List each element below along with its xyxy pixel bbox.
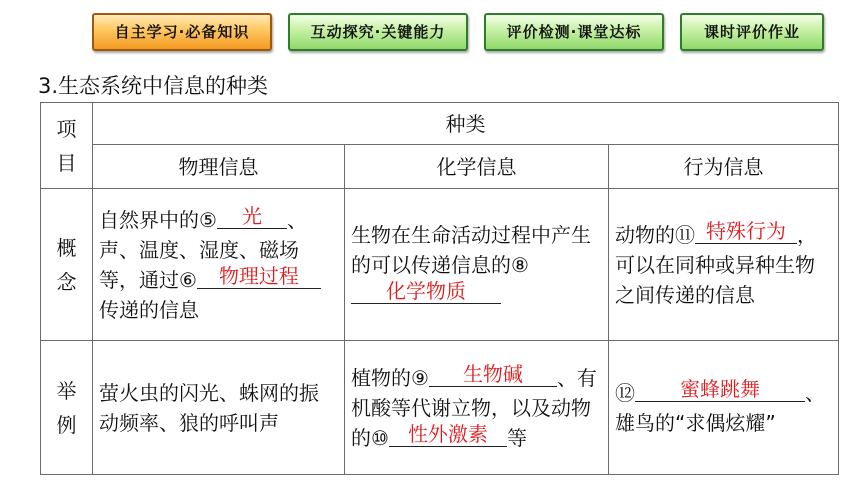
tab-interactive-inquiry[interactable]: 互动探究·关键能力 xyxy=(288,13,468,51)
cell-behavior-concept: 动物的⑪ 特殊行为 ，可以在同种或异种生物之间传递的信息 xyxy=(609,189,839,341)
answer-9: 生物碱 xyxy=(429,362,557,387)
answer-12: 蜜蜂跳舞 xyxy=(635,377,805,402)
cell-chemical-example: 植物的⑨ 生物碱 、有机酸等代谢立物，以及动物的⑩ 性外激素 等 xyxy=(345,341,609,475)
row-label-concept: 概念 xyxy=(41,189,93,341)
nav-tabs xyxy=(0,13,860,49)
answer-11: 特殊行为 xyxy=(695,219,797,244)
cell-chemical-concept: 生物在生命活动过程中产生的可以传递信息的⑧化学物质 xyxy=(345,189,609,341)
tab-evaluation[interactable]: 评价检测·课堂达标 xyxy=(484,13,664,51)
info-types-table xyxy=(40,102,839,475)
tab-self-study[interactable]: 自主学习·必备知识 xyxy=(92,13,272,51)
cell-behavior-example: ⑫ 蜜蜂跳舞 、雄鸟的“求偶炫耀” xyxy=(609,341,839,475)
cell-physical-example: 萤火虫的闪光、蛛网的振动频率、狼的呼叫声 xyxy=(93,341,345,475)
answer-10: 性外激素 xyxy=(389,422,507,447)
tab-homework[interactable]: 课时评价作业 xyxy=(680,13,824,51)
section-title: 3.生态系统中信息的种类 xyxy=(38,74,269,98)
answer-8: 化学物质 xyxy=(351,279,501,304)
header-behavior: 行为信息 xyxy=(609,145,839,189)
header-physical: 物理信息 xyxy=(93,145,345,189)
answer-5: 光 xyxy=(217,204,287,229)
table-row xyxy=(41,189,839,341)
cell-physical-concept: 自然界中的⑤ 光 、声、温度、湿度、磁场等，通过⑥ 物理过程传递的信息 xyxy=(93,189,345,341)
table-row xyxy=(41,341,839,475)
answer-6: 物理过程 xyxy=(197,264,321,289)
header-item: 项目 xyxy=(41,103,93,189)
row-label-example: 举例 xyxy=(41,341,93,475)
header-kind: 种类 xyxy=(93,103,839,145)
header-chemical: 化学信息 xyxy=(345,145,609,189)
